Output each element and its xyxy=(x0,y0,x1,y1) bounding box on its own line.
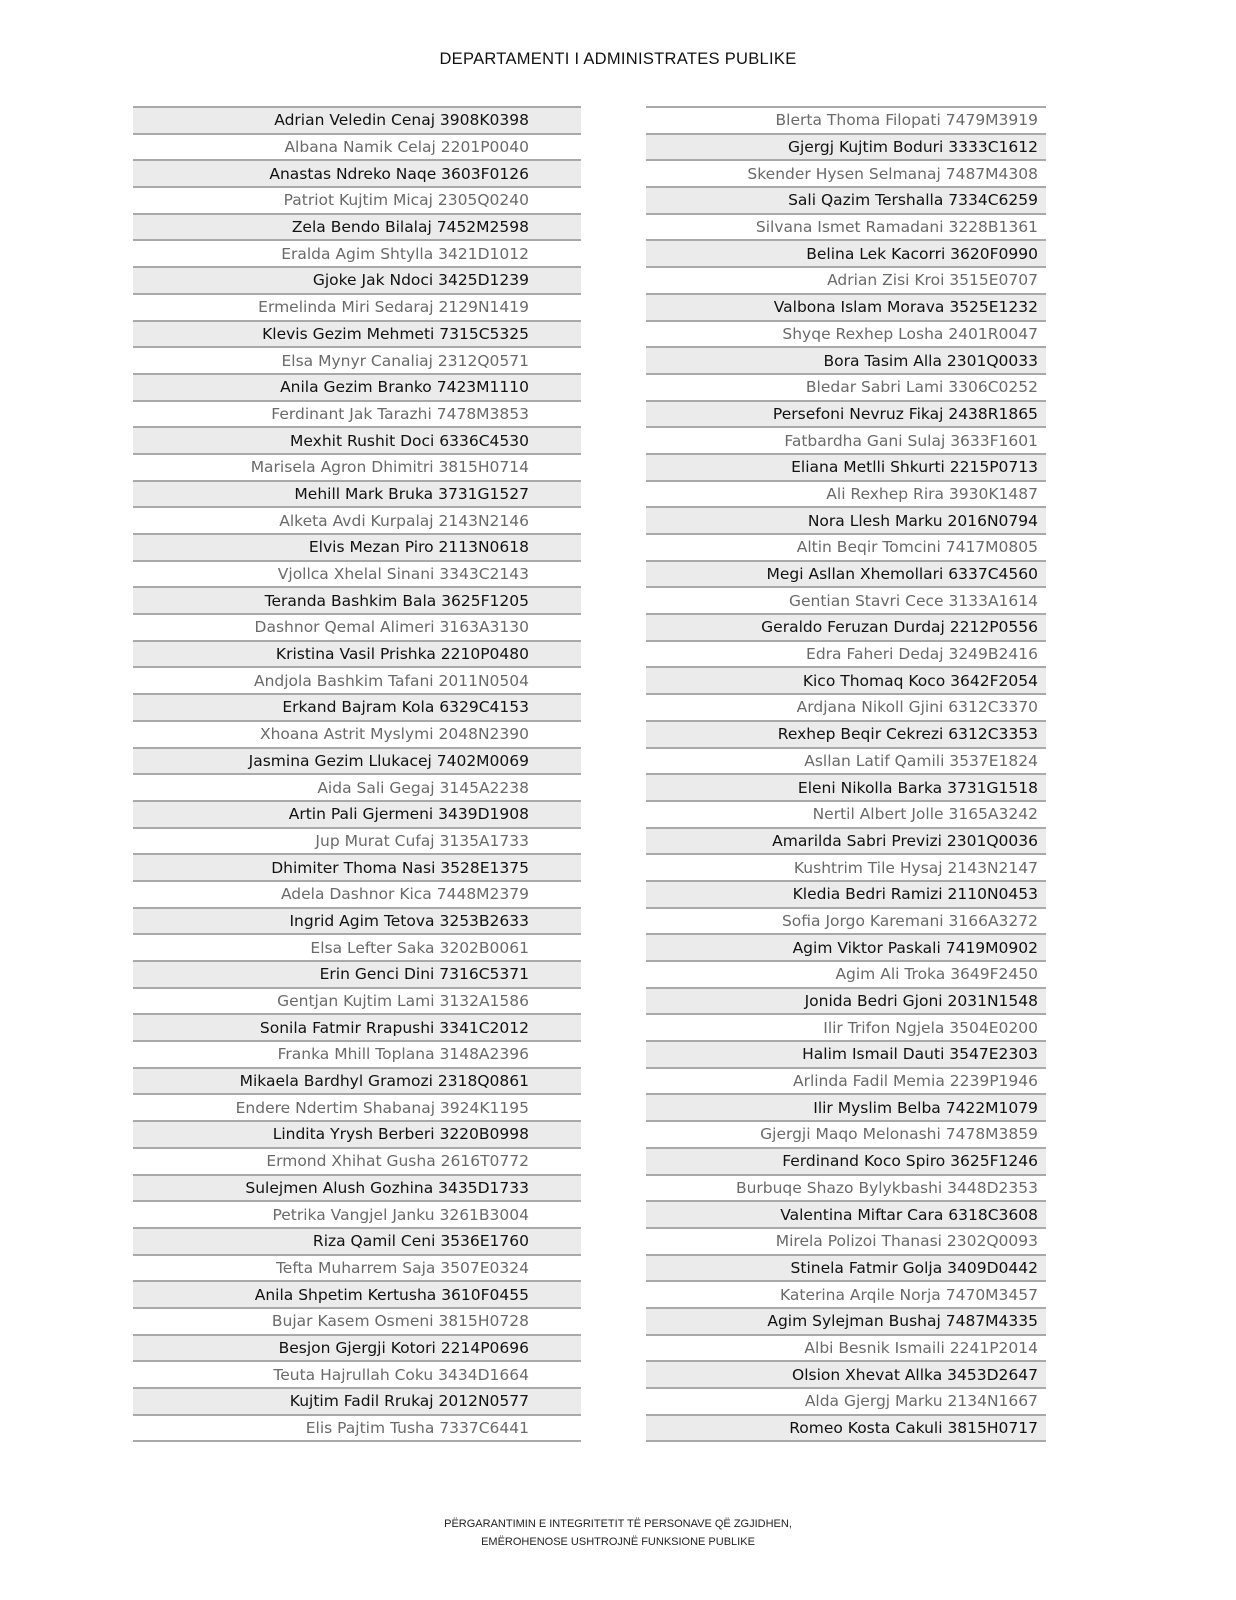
list-item: Anila Gezim Branko 7423M1110 xyxy=(133,375,581,402)
list-item: Kico Thomaq Koco 3642F2054 xyxy=(646,668,1046,695)
list-item: Gjoke Jak Ndoci 3425D1239 xyxy=(133,268,581,295)
list-item: Skender Hysen Selmanaj 7487M4308 xyxy=(646,161,1046,188)
page-footer xyxy=(0,1515,1236,1551)
list-item: Zela Bendo Bilalaj 7452M2598 xyxy=(133,215,581,242)
list-item: Ermelinda Miri Sedaraj 2129N1419 xyxy=(133,295,581,322)
list-item: Ferdinand Koco Spiro 3625F1246 xyxy=(646,1149,1046,1176)
list-item: Aida Sali Gegaj 3145A2238 xyxy=(133,775,581,802)
list-item: Mehill Mark Bruka 3731G1527 xyxy=(133,482,581,509)
list-item: Ilir Myslim Belba 7422M1079 xyxy=(646,1095,1046,1122)
footer-line-1: PËRGARANTIMIN E INTEGRITETIT TË PERSONAVE QË ZGJIDHEN, xyxy=(444,1518,792,1530)
list-item: Persefoni Nevruz Fikaj 2438R1865 xyxy=(646,402,1046,429)
list-item: Geraldo Feruzan Durdaj 2212P0556 xyxy=(646,615,1046,642)
list-item: Anastas Ndreko Naqe 3603F0126 xyxy=(133,161,581,188)
list-item: Katerina Arqile Norja 7470M3457 xyxy=(646,1282,1046,1309)
list-item: Adrian Veledin Cenaj 3908K0398 xyxy=(133,108,581,135)
list-item: Ardjana Nikoll Gjini 6312C3370 xyxy=(646,695,1046,722)
list-item: Lindita Yrysh Berberi 3220B0998 xyxy=(133,1122,581,1149)
list-item: Ilir Trifon Ngjela 3504E0200 xyxy=(646,1015,1046,1042)
list-item: Teuta Hajrullah Coku 3434D1664 xyxy=(133,1362,581,1389)
list-item: Adrian Zisi Kroi 3515E0707 xyxy=(646,268,1046,295)
list-item: Alketa Avdi Kurpalaj 2143N2146 xyxy=(133,508,581,535)
list-item: Romeo Kosta Cakuli 3815H0717 xyxy=(646,1416,1046,1443)
list-item: Megi Asllan Xhemollari 6337C4560 xyxy=(646,562,1046,589)
list-item: Olsion Xhevat Allka 3453D2647 xyxy=(646,1362,1046,1389)
list-item: Nertil Albert Jolle 3165A3242 xyxy=(646,802,1046,829)
list-item: Shyqe Rexhep Losha 2401R0047 xyxy=(646,322,1046,349)
list-item: Sonila Fatmir Rrapushi 3341C2012 xyxy=(133,1015,581,1042)
list-item: Alda Gjergj Marku 2134N1667 xyxy=(646,1389,1046,1416)
list-item: Artin Pali Gjermeni 3439D1908 xyxy=(133,802,581,829)
list-item: Ermond Xhihat Gusha 2616T0772 xyxy=(133,1149,581,1176)
list-item: Elis Pajtim Tusha 7337C6441 xyxy=(133,1416,581,1443)
list-item: Elsa Mynyr Canaliaj 2312Q0571 xyxy=(133,348,581,375)
list-item: Erkand Bajram Kola 6329C4153 xyxy=(133,695,581,722)
list-item: Sofia Jorgo Karemani 3166A3272 xyxy=(646,909,1046,936)
list-item: Jasmina Gezim Llukacej 7402M0069 xyxy=(133,749,581,776)
list-item: Bledar Sabri Lami 3306C0252 xyxy=(646,375,1046,402)
list-item: Sulejmen Alush Gozhina 3435D1733 xyxy=(133,1176,581,1203)
list-item: Valentina Miftar Cara 6318C3608 xyxy=(646,1202,1046,1229)
list-item: Mexhit Rushit Doci 6336C4530 xyxy=(133,428,581,455)
list-item: Elvis Mezan Piro 2113N0618 xyxy=(133,535,581,562)
list-item: Kujtim Fadil Rrukaj 2012N0577 xyxy=(133,1389,581,1416)
list-item: Kledia Bedri Ramizi 2110N0453 xyxy=(646,882,1046,909)
list-item: Franka Mhill Toplana 3148A2396 xyxy=(133,1042,581,1069)
list-item: Gentian Stavri Cece 3133A1614 xyxy=(646,588,1046,615)
list-item: Eralda Agim Shtylla 3421D1012 xyxy=(133,241,581,268)
list-item: Ingrid Agim Tetova 3253B2633 xyxy=(133,909,581,936)
list-item: Ali Rexhep Rira 3930K1487 xyxy=(646,482,1046,509)
list-item: Riza Qamil Ceni 3536E1760 xyxy=(133,1229,581,1256)
list-item: Kushtrim Tile Hysaj 2143N2147 xyxy=(646,855,1046,882)
list-item: Burbuqe Shazo Bylykbashi 3448D2353 xyxy=(646,1176,1046,1203)
list-item: Gentjan Kujtim Lami 3132A1586 xyxy=(133,989,581,1016)
list-item: Dhimiter Thoma Nasi 3528E1375 xyxy=(133,855,581,882)
list-item: Albi Besnik Ismaili 2241P2014 xyxy=(646,1336,1046,1363)
list-item: Elsa Lefter Saka 3202B0061 xyxy=(133,935,581,962)
list-item: Eleni Nikolla Barka 3731G1518 xyxy=(646,775,1046,802)
list-item: Eliana Metlli Shkurti 2215P0713 xyxy=(646,455,1046,482)
list-item: Agim Ali Troka 3649F2450 xyxy=(646,962,1046,989)
right-name-list xyxy=(646,106,1046,1442)
list-item: Asllan Latif Qamili 3537E1824 xyxy=(646,749,1046,776)
list-item: Patriot Kujtim Micaj 2305Q0240 xyxy=(133,188,581,215)
list-item: Xhoana Astrit Myslymi 2048N2390 xyxy=(133,722,581,749)
list-item: Anila Shpetim Kertusha 3610F0455 xyxy=(133,1282,581,1309)
list-item: Valbona Islam Morava 3525E1232 xyxy=(646,295,1046,322)
list-item: Ferdinant Jak Tarazhi 7478M3853 xyxy=(133,402,581,429)
list-item: Silvana Ismet Ramadani 3228B1361 xyxy=(646,215,1046,242)
list-item: Albana Namik Celaj 2201P0040 xyxy=(133,135,581,162)
list-item: Agim Viktor Paskali 7419M0902 xyxy=(646,935,1046,962)
list-item: Vjollca Xhelal Sinani 3343C2143 xyxy=(133,562,581,589)
list-item: Kristina Vasil Prishka 2210P0480 xyxy=(133,642,581,669)
list-item: Erin Genci Dini 7316C5371 xyxy=(133,962,581,989)
list-item: Fatbardha Gani Sulaj 3633F1601 xyxy=(646,428,1046,455)
list-item: Tefta Muharrem Saja 3507E0324 xyxy=(133,1256,581,1283)
list-item: Mirela Polizoi Thanasi 2302Q0093 xyxy=(646,1229,1046,1256)
list-item: Agim Sylejman Bushaj 7487M4335 xyxy=(646,1309,1046,1336)
list-item: Nora Llesh Marku 2016N0794 xyxy=(646,508,1046,535)
list-item: Endere Ndertim Shabanaj 3924K1195 xyxy=(133,1095,581,1122)
list-item: Teranda Bashkim Bala 3625F1205 xyxy=(133,588,581,615)
list-item: Jonida Bedri Gjoni 2031N1548 xyxy=(646,989,1046,1016)
list-item: Dashnor Qemal Alimeri 3163A3130 xyxy=(133,615,581,642)
list-item: Marisela Agron Dhimitri 3815H0714 xyxy=(133,455,581,482)
list-item: Edra Faheri Dedaj 3249B2416 xyxy=(646,642,1046,669)
list-item: Gjergji Maqo Melonashi 7478M3859 xyxy=(646,1122,1046,1149)
list-item: Rexhep Beqir Cekrezi 6312C3353 xyxy=(646,722,1046,749)
list-item: Altin Beqir Tomcini 7417M0805 xyxy=(646,535,1046,562)
list-item: Gjergj Kujtim Boduri 3333C1612 xyxy=(646,135,1046,162)
list-item: Blerta Thoma Filopati 7479M3919 xyxy=(646,108,1046,135)
left-name-list xyxy=(133,106,581,1442)
list-item: Adela Dashnor Kica 7448M2379 xyxy=(133,882,581,909)
list-item: Klevis Gezim Mehmeti 7315C5325 xyxy=(133,322,581,349)
list-item: Amarilda Sabri Previzi 2301Q0036 xyxy=(646,829,1046,856)
list-item: Andjola Bashkim Tafani 2011N0504 xyxy=(133,668,581,695)
list-item: Bora Tasim Alla 2301Q0033 xyxy=(646,348,1046,375)
list-item: Stinela Fatmir Golja 3409D0442 xyxy=(646,1256,1046,1283)
list-item: Jup Murat Cufaj 3135A1733 xyxy=(133,829,581,856)
list-item: Besjon Gjergji Kotori 2214P0696 xyxy=(133,1336,581,1363)
list-item: Sali Qazim Tershalla 7334C6259 xyxy=(646,188,1046,215)
list-item: Halim Ismail Dauti 3547E2303 xyxy=(646,1042,1046,1069)
page-title: DEPARTAMENTI I ADMINISTRATES PUBLIKE xyxy=(439,50,797,68)
list-item: Belina Lek Kacorri 3620F0990 xyxy=(646,241,1046,268)
footer-line-2: EMËROHENOSE USHTROJNË FUNKSIONE PUBLIKE xyxy=(481,1536,755,1548)
list-item: Petrika Vangjel Janku 3261B3004 xyxy=(133,1202,581,1229)
list-item: Bujar Kasem Osmeni 3815H0728 xyxy=(133,1309,581,1336)
list-item: Mikaela Bardhyl Gramozi 2318Q0861 xyxy=(133,1069,581,1096)
list-item: Arlinda Fadil Memia 2239P1946 xyxy=(646,1069,1046,1096)
